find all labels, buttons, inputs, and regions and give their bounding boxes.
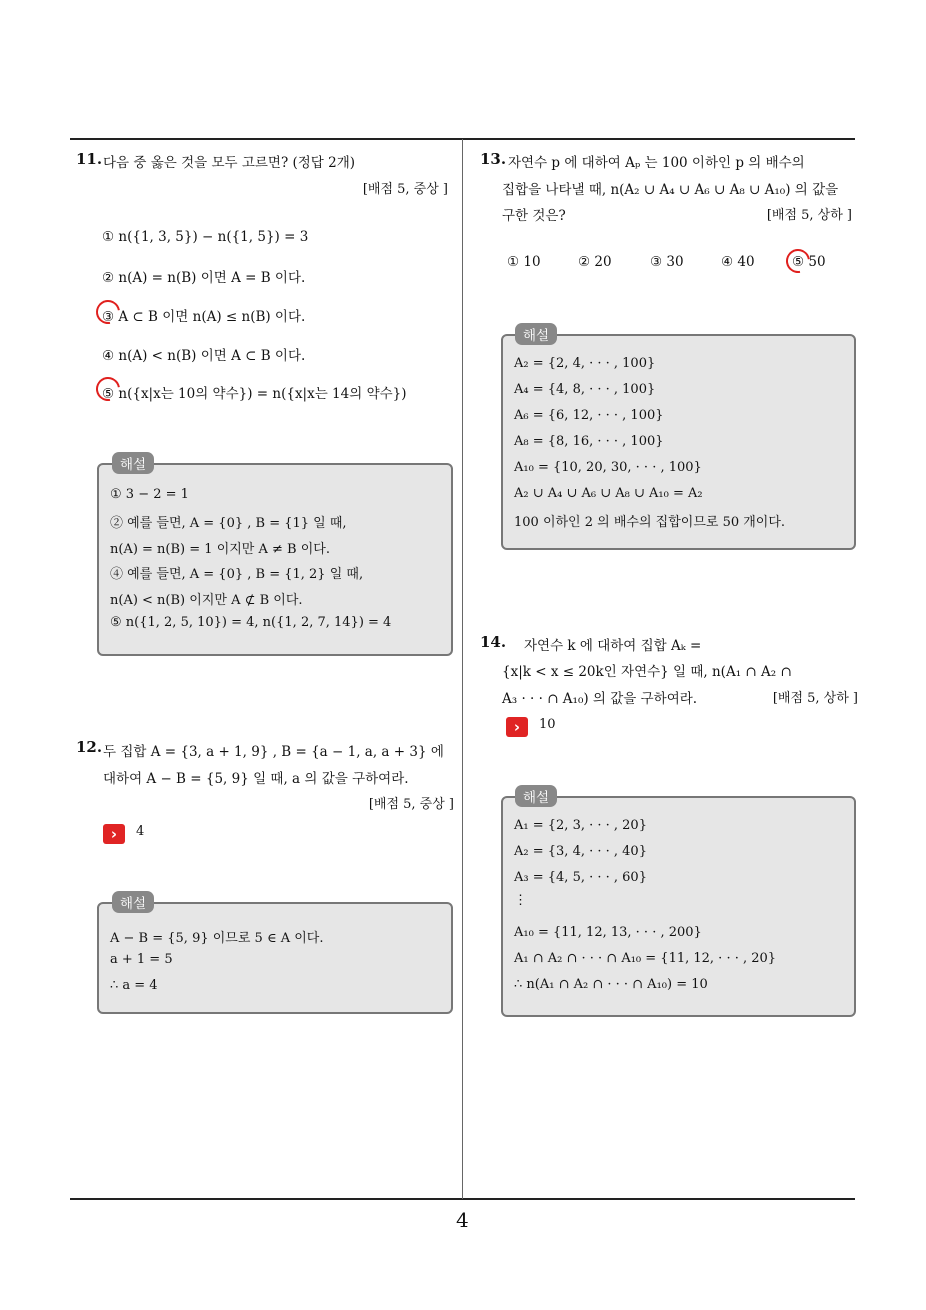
- q13-solution-line-1: A₂ = {2, 4, · · · , 100}: [514, 356, 656, 371]
- q13-solution-tag: 해설: [515, 323, 557, 345]
- q13-solution-line-2: A₄ = {4, 8, · · · , 100}: [514, 382, 656, 397]
- q14-text-line-2: {x|k < x ≤ 20k인 자연수} 일 때, n(A₁ ∩ A₂ ∩: [502, 664, 792, 680]
- q13-number: 13.: [480, 150, 507, 168]
- q13-solution-line-6: A₂ ∪ A₄ ∪ A₆ ∪ A₈ ∪ A₁₀ = A₂: [514, 486, 703, 501]
- column-divider: [462, 139, 463, 1199]
- q13-choice-2[interactable]: ② 20: [578, 254, 612, 270]
- q11-solution-line-6: ⑤ n({1, 2, 5, 10}) = 4, n({1, 2, 7, 14}) = 4: [110, 615, 392, 630]
- q12-solution-tag: 해설: [112, 891, 154, 913]
- q11-solution-line-3: n(A) = n(B) = 1 이지만 A ≠ B 이다.: [110, 542, 330, 557]
- q14-solution-tag: 해설: [515, 785, 557, 807]
- q12-text-line-1: 두 집합 A = {3, a + 1, 9} , B = {a − 1, a, a + 3} 에: [103, 744, 444, 760]
- q11-solution-line-4: ④ 예를 들면, A = {0} , B = {1, 2} 일 때,: [110, 567, 364, 582]
- q11-solution-tag: 해설: [112, 452, 154, 474]
- q11-number: 11.: [76, 150, 103, 168]
- q13-solution-line-3: A₆ = {6, 12, · · · , 100}: [514, 408, 664, 423]
- q11-choice-5[interactable]: ⑤ n({x|x는 10의 약수}) = n({x|x는 14의 약수}): [102, 386, 407, 402]
- q14-solution-line-3: A₃ = {4, 5, · · · , 60}: [514, 870, 647, 885]
- q13-solution-line-7: 100 이하인 2 의 배수의 집합이므로 50 개이다.: [514, 515, 786, 530]
- q13-choice-1[interactable]: ① 10: [507, 254, 541, 270]
- q13-choice-5[interactable]: ⑤ 50: [792, 254, 826, 270]
- q14-solution-line-6: A₁ ∩ A₂ ∩ · · · ∩ A₁₀ = {11, 12, · · · , 20}: [514, 951, 777, 966]
- q11-solution-line-2: ② 예를 들면, A = {0} , B = {1} 일 때,: [110, 516, 347, 531]
- q13-text-line-3: 구한 것은?: [502, 208, 566, 224]
- q14-answer-arrow-icon: ›: [506, 717, 528, 737]
- q11-choice-3[interactable]: ③ A ⊂ B 이면 n(A) ≤ n(B) 이다.: [102, 309, 306, 325]
- q11-choice-4[interactable]: ④ n(A) < n(B) 이면 A ⊂ B 이다.: [102, 348, 306, 364]
- q14-solution-line-2: A₂ = {3, 4, · · · , 40}: [514, 844, 647, 859]
- q12-solution-line-1: A − B = {5, 9} 이므로 5 ∈ A 이다.: [110, 931, 324, 946]
- q13-choice-4[interactable]: ④ 40: [721, 254, 755, 270]
- q11-text: 다음 중 옳은 것을 모두 고르면? (정답 2개): [103, 155, 356, 171]
- q12-solution-line-3: ∴ a = 4: [110, 978, 158, 993]
- q13-text-line-2: 집합을 나타낼 때, n(A₂ ∪ A₄ ∪ A₆ ∪ A₈ ∪ A₁₀) 의 값을: [502, 182, 839, 198]
- q13-choice-3[interactable]: ③ 30: [650, 254, 684, 270]
- q14-solution-line-5: A₁₀ = {11, 12, 13, · · · , 200}: [514, 925, 702, 940]
- q12-solution-line-2: a + 1 = 5: [110, 952, 173, 967]
- q13-text-line-1: 자연수 p 에 대하여 Aₚ 는 100 이하인 p 의 배수의: [508, 155, 805, 171]
- q14-solution-line-7: ∴ n(A₁ ∩ A₂ ∩ · · · ∩ A₁₀) = 10: [514, 977, 708, 992]
- q12-meta: [배점 5, 중상 ]: [368, 797, 454, 812]
- q11-meta: [배점 5, 중상 ]: [362, 182, 448, 197]
- q14-number: 14.: [480, 633, 507, 651]
- q12-answer-arrow-icon: ›: [103, 824, 125, 844]
- q14-text-line-1: 자연수 k 에 대하여 집합 Aₖ =: [524, 638, 702, 654]
- q12-answer: 4: [136, 824, 145, 839]
- q11-choice-2[interactable]: ② n(A) = n(B) 이면 A = B 이다.: [102, 270, 306, 286]
- q14-solution-line-4: ⋮: [514, 893, 527, 908]
- q11-choice-1[interactable]: ① n({1, 3, 5}) − n({1, 5}) = 3: [102, 229, 309, 245]
- q11-solution-line-1: ① 3 − 2 = 1: [110, 487, 189, 502]
- q12-number: 12.: [76, 738, 103, 756]
- q13-solution-line-4: A₈ = {8, 16, · · · , 100}: [514, 434, 664, 449]
- q13-solution-line-5: A₁₀ = {10, 20, 30, · · · , 100}: [514, 460, 702, 475]
- q14-text-line-3: A₃ · · · ∩ A₁₀) 의 값을 구하여라.: [502, 691, 698, 707]
- q12-text-line-2: 대하여 A − B = {5, 9} 일 때, a 의 값을 구하여라.: [103, 771, 409, 787]
- q13-meta: [배점 5, 상하 ]: [766, 208, 852, 223]
- q11-solution-line-5: n(A) < n(B) 이지만 A ⊄ B 이다.: [110, 593, 303, 608]
- q14-solution-line-1: A₁ = {2, 3, · · · , 20}: [514, 818, 647, 833]
- q14-meta: [배점 5, 상하 ]: [772, 691, 858, 706]
- q14-answer: 10: [539, 717, 556, 732]
- page-number: 4: [456, 1208, 469, 1232]
- q13-choice-5-selected-mark: [781, 244, 814, 277]
